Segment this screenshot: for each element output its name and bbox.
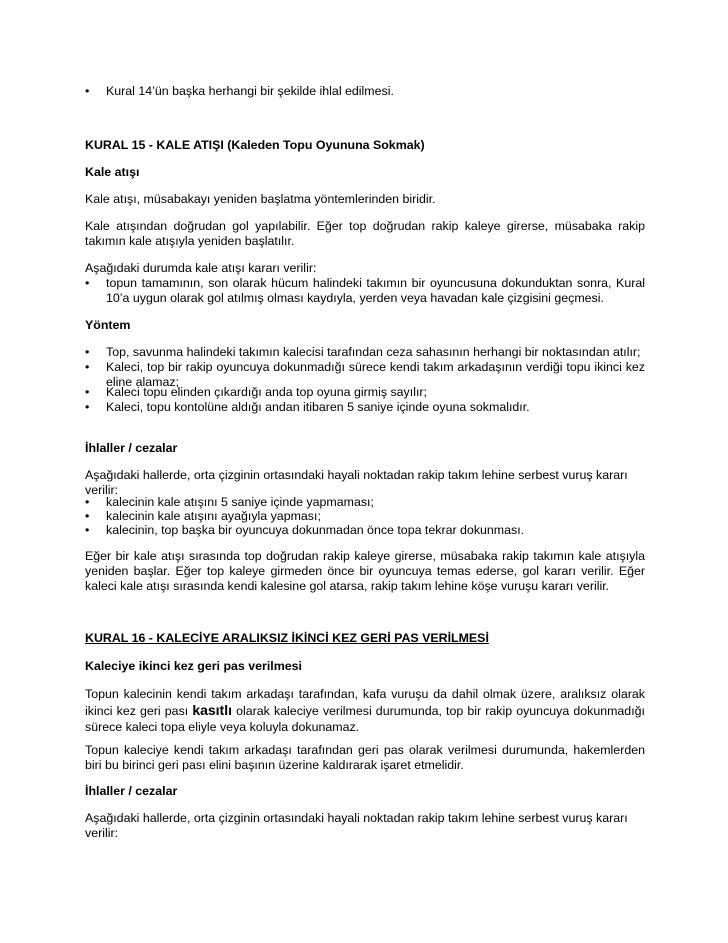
paragraph: Topun kaleciye kendi takım arkadaşı tarafından geri pas olarak verilmesi durumunda, hakemlerden biri bu birinci geri pası elini başının üzerine kaldırarak işaret etmelidir. bbox=[85, 743, 645, 772]
bullet: • bbox=[85, 84, 90, 98]
list-item-text: Kaleci topu elinden çıkardığı anda top oyuna girmiş sayılır; bbox=[106, 385, 427, 399]
list-item-text: topun tamamının, son olarak hücum halindeki takımın bir oyuncusuna dokunduktan sonra, Kural 10’a uygun olarak gol atılmış olması kaydıyla, yerden veya havadan kale çizgisini geçmesi. bbox=[106, 276, 645, 305]
paragraph: Aşağıdaki hallerde, orta çizginin ortasındaki hayali noktadan rakip takım lehine serbest vuruş kararı verilir: bbox=[85, 811, 628, 840]
subheading-violations: İhlaller / cezalar bbox=[85, 784, 178, 798]
paragraph: Eğer bir kale atışı sırasında top doğrudan rakip kaleye girerse, müsabaka rakip takımın kale atışıyla yeniden başlar. Eğer top kaleye girmeden önce bir oyuncuya temas ederse, gol kararı verilir. Eğer kaleci kale atışı sırasında kendi kalesine gol atarsa, rakip takım lehine köşe vuruşu kararı verilir. bbox=[85, 549, 645, 593]
bullet: • bbox=[85, 276, 90, 290]
list-item-text: kalecinin, top başka bir oyuncuya dokunmadan önce topa tekrar dokunması. bbox=[106, 523, 525, 537]
paragraph: Kale atışından doğrudan gol yapılabilir. Eğer top doğrudan rakip kaleye girerse, müsabaka rakip takımın kale atışıyla yeniden başlatılır. bbox=[85, 219, 645, 248]
bullet: • bbox=[85, 345, 90, 359]
paragraph: Aşağıdaki hallerde, orta çizginin ortasındaki hayali noktadan rakip takım lehine serbest vuruş kararı verilir: bbox=[85, 468, 628, 497]
bullet: • bbox=[85, 495, 90, 509]
bullet: • bbox=[85, 385, 90, 399]
paragraph-text: Topun kalecinin kendi takım arkadaşı tarafından, kafa vuruşu da dahil olmak üzere, aralıksız olarak ikinci kez geri pası bbox=[85, 687, 645, 718]
list-item bbox=[85, 400, 645, 415]
list-item-text: kalecinin kale atışını ayağıyla yapması; bbox=[106, 509, 321, 523]
subheading-back-pass: Kaleciye ikinci kez geri pas verilmesi bbox=[85, 659, 302, 673]
subheading-violations: İhlaller / cezalar bbox=[85, 441, 178, 455]
list-item-text: Top, savunma halindeki takımın kalecisi tarafından ceza sahasının herhangi bir noktasından atılır; bbox=[106, 345, 641, 359]
paragraph bbox=[85, 686, 645, 735]
section-heading-rule-16: KURAL 16 - KALECİYE ARALIKSIZ İKİNCİ KEZ GERİ PAS VERİLMESİ bbox=[85, 631, 489, 645]
list-item-text: kalecinin kale atışını 5 saniye içinde yapmaması; bbox=[106, 495, 374, 509]
bullet: • bbox=[85, 360, 90, 374]
list-item bbox=[85, 84, 645, 99]
section-heading-rule-15: KURAL 15 - KALE ATIŞI (Kaleden Topu Oyununa Sokmak) bbox=[85, 138, 425, 152]
list-item-text: Kaleci, topu kontolüne aldığı andan itibaren 5 saniye içinde oyuna sokmalıdır. bbox=[106, 400, 530, 414]
bullet: • bbox=[85, 523, 90, 537]
list-item bbox=[85, 495, 645, 510]
list-item bbox=[85, 276, 645, 306]
bullet: • bbox=[85, 400, 90, 414]
emphasized-word: kasıtlı bbox=[192, 702, 233, 718]
subheading-method: Yöntem bbox=[85, 318, 131, 332]
subheading-goal-kick: Kale atışı bbox=[85, 165, 140, 179]
list-item-text: Kural 14’ün başka herhangi bir şekilde ihlal edilmesi. bbox=[106, 84, 394, 98]
paragraph: Kale atışı, müsabakayı yeniden başlatma yöntemlerinden biridir. bbox=[85, 192, 436, 206]
list-item bbox=[85, 509, 645, 524]
list-item bbox=[85, 385, 645, 400]
list-item bbox=[85, 345, 645, 360]
bullet: • bbox=[85, 509, 90, 523]
list-item-text: Kaleci, top bir rakip oyuncuya dokunmadığı sürece kendi takım arkadaşının verdiği topu ikinci kez eline alamaz; bbox=[106, 360, 645, 389]
list-item bbox=[85, 523, 645, 538]
paragraph: Aşağıdaki durumda kale atışı kararı verilir: bbox=[85, 261, 317, 275]
paragraph-text: olarak kaleciye verilmesi durumunda, top bir rakip oyuncuya dokunmadığı sürece kaleci topa eliyle veya koluyla dokunamaz. bbox=[85, 704, 645, 734]
